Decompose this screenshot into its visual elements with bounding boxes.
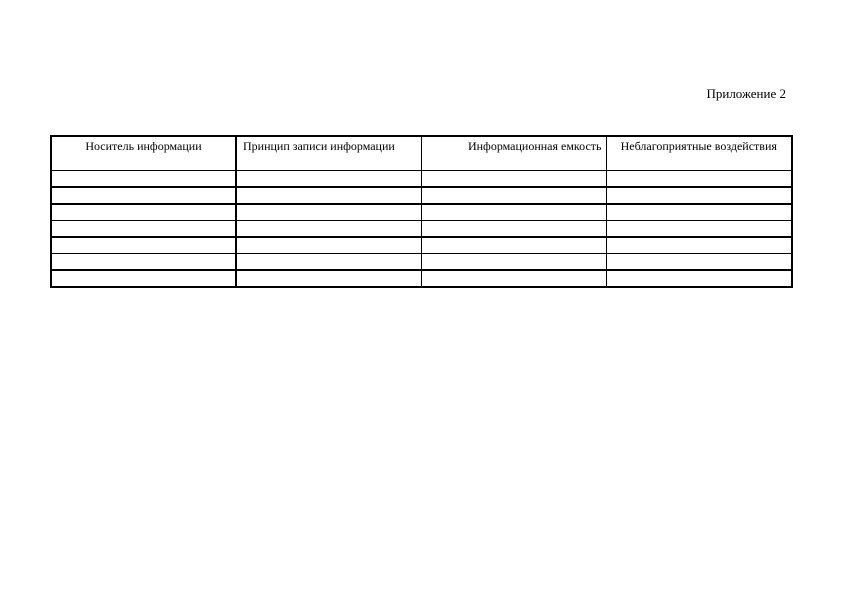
- table-cell: [236, 237, 421, 254]
- table-cell: [236, 270, 421, 287]
- table-row: [51, 204, 792, 221]
- table-cell: [606, 221, 792, 238]
- header-cell-adverse-effects: Неблагоприятные воздействия: [606, 136, 792, 171]
- header-cell-capacity: Информационная емкость: [421, 136, 606, 171]
- table-cell: [236, 171, 421, 188]
- table-cell: [51, 221, 236, 238]
- table-row: [51, 270, 792, 287]
- appendix-label: Приложение 2: [706, 86, 786, 101]
- table-cell: [51, 237, 236, 254]
- table-cell: [51, 171, 236, 188]
- header-cell-carrier: Носитель информации: [51, 136, 236, 171]
- table-cell: [51, 270, 236, 287]
- table-cell: [421, 187, 606, 204]
- table-cell: [606, 187, 792, 204]
- table-cell: [51, 204, 236, 221]
- table-cell: [236, 254, 421, 271]
- table-cell: [236, 204, 421, 221]
- table-cell: [51, 187, 236, 204]
- table-cell: [606, 270, 792, 287]
- table-cell: [421, 204, 606, 221]
- table-cell: [421, 237, 606, 254]
- media-table: [50, 135, 793, 288]
- table-row: [51, 237, 792, 254]
- table-cell: [606, 254, 792, 271]
- table-header-row: [51, 136, 792, 171]
- table-cell: [421, 254, 606, 271]
- table-row: [51, 187, 792, 204]
- table-cell: [606, 171, 792, 188]
- table-row: [51, 221, 792, 238]
- table-cell: [421, 270, 606, 287]
- table-cell: [606, 204, 792, 221]
- header-cell-recording-principle: Принцип записи информации: [236, 136, 421, 171]
- table-row: [51, 254, 792, 271]
- table-cell: [51, 254, 236, 271]
- table-cell: [421, 171, 606, 188]
- table-cell: [606, 237, 792, 254]
- table-cell: [421, 221, 606, 238]
- table-cell: [236, 187, 421, 204]
- table-row: [51, 171, 792, 188]
- table-cell: [236, 221, 421, 238]
